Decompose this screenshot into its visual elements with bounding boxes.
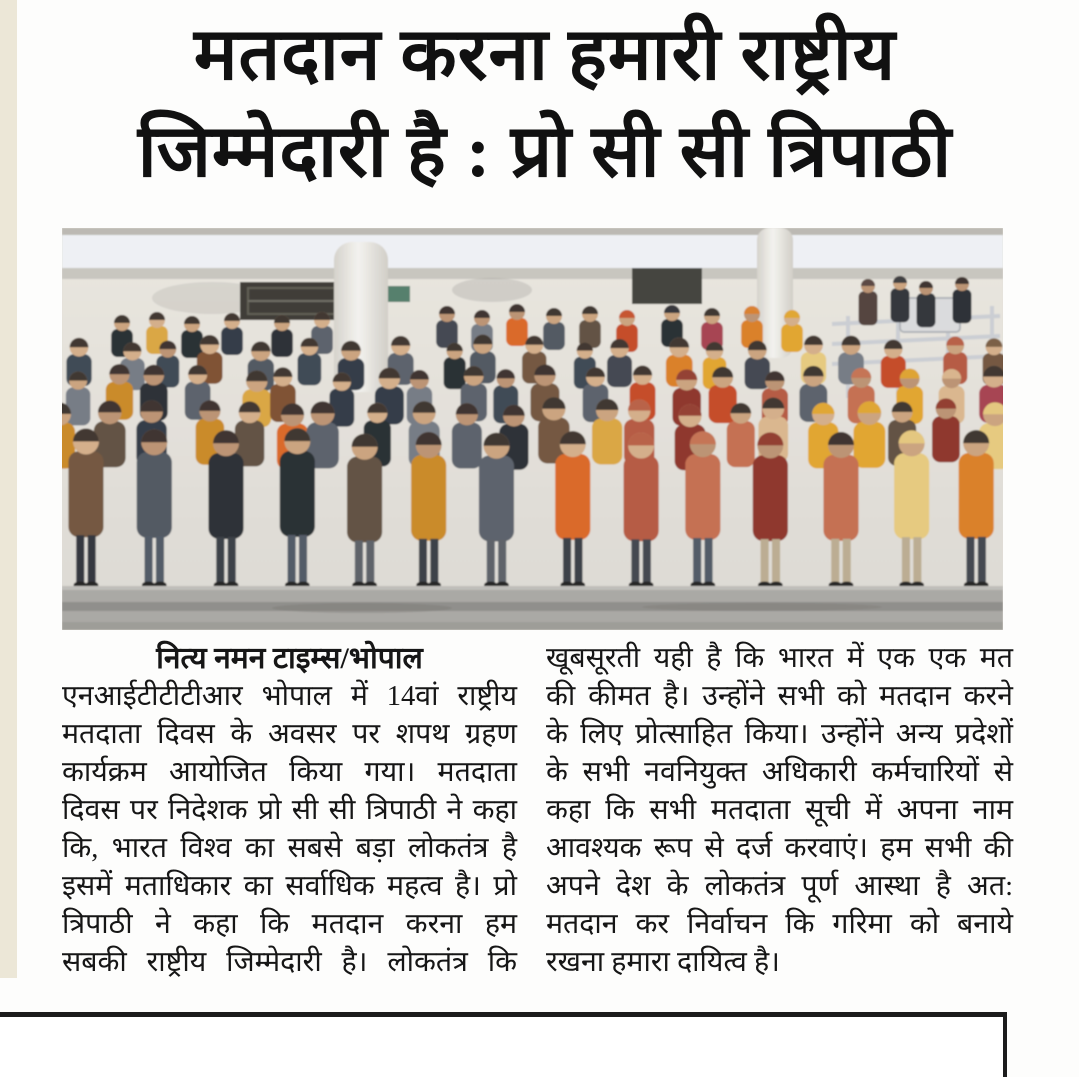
group-photo <box>62 228 1003 630</box>
next-article-box <box>0 1012 1007 1077</box>
article-line: आवश्यक रूप से दर्ज करवाएं। हम सभी की <box>546 833 1013 864</box>
page-margin-strip <box>0 0 17 978</box>
article-line: अपने देश के लोकतंत्र पूर्ण आस्था है अत: <box>546 871 1013 902</box>
byline: नित्य नमन टाइम्स/भोपाल <box>156 642 423 675</box>
article-line: कि, भारत विश्व का सबसे बड़ा लोकतंत्र है <box>62 833 517 864</box>
article-line: दिवस पर निदेशक प्रो सी सी त्रिपाठी ने कहा <box>62 795 517 826</box>
article-line: इसमें मताधिकार का सर्वाधिक महत्व है। प्रो <box>62 871 517 902</box>
article-text-right <box>546 640 1013 982</box>
article-column-right <box>546 640 1013 982</box>
article-line: खूबसूरती यही है कि भारत में एक एक मत <box>546 643 1013 674</box>
article-line: सबकी राष्ट्रीय जिम्मेदारी है। लोकतंत्र कि <box>62 947 517 978</box>
article-line: एनआईटीटीटीआर भोपाल में 14वां राष्ट्रीय <box>62 681 517 712</box>
headline <box>30 6 1060 221</box>
article-line: रखना हमारा दायित्व है। <box>546 947 780 978</box>
article-line: त्रिपाठी ने कहा कि मतदान करना हम <box>62 909 517 940</box>
article-line: के सभी नवनियुक्त अधिकारी कर्मचारियों से <box>546 757 1013 788</box>
article-line: कहा कि सभी मतदाता सूची में अपना नाम <box>546 795 1013 826</box>
article-line: मतदान कर निर्वाचन कि गरिमा को बनाये <box>546 909 1013 940</box>
article-line: मतदाता दिवस के अवसर पर शपथ ग्रहण <box>62 719 517 750</box>
headline-line-2: जिम्मेदारी है : प्रो सी सी त्रिपाठी <box>137 111 953 192</box>
headline-line-1: मतदान करना हमारी राष्ट्रीय <box>193 14 897 95</box>
article-body <box>62 640 1013 982</box>
article-line: कार्यक्रम आयोजित किया गया। मतदाता <box>62 757 517 788</box>
article-line: की कीमत है। उन्होंने सभी को मतदान करने <box>546 681 1013 712</box>
article-column-left <box>62 640 517 982</box>
article-line: के लिए प्रोत्साहित किया। उन्होंने अन्य प्रदेशों <box>546 719 1013 750</box>
article-text-left <box>62 678 517 982</box>
group-photo-illustration <box>62 228 1003 630</box>
